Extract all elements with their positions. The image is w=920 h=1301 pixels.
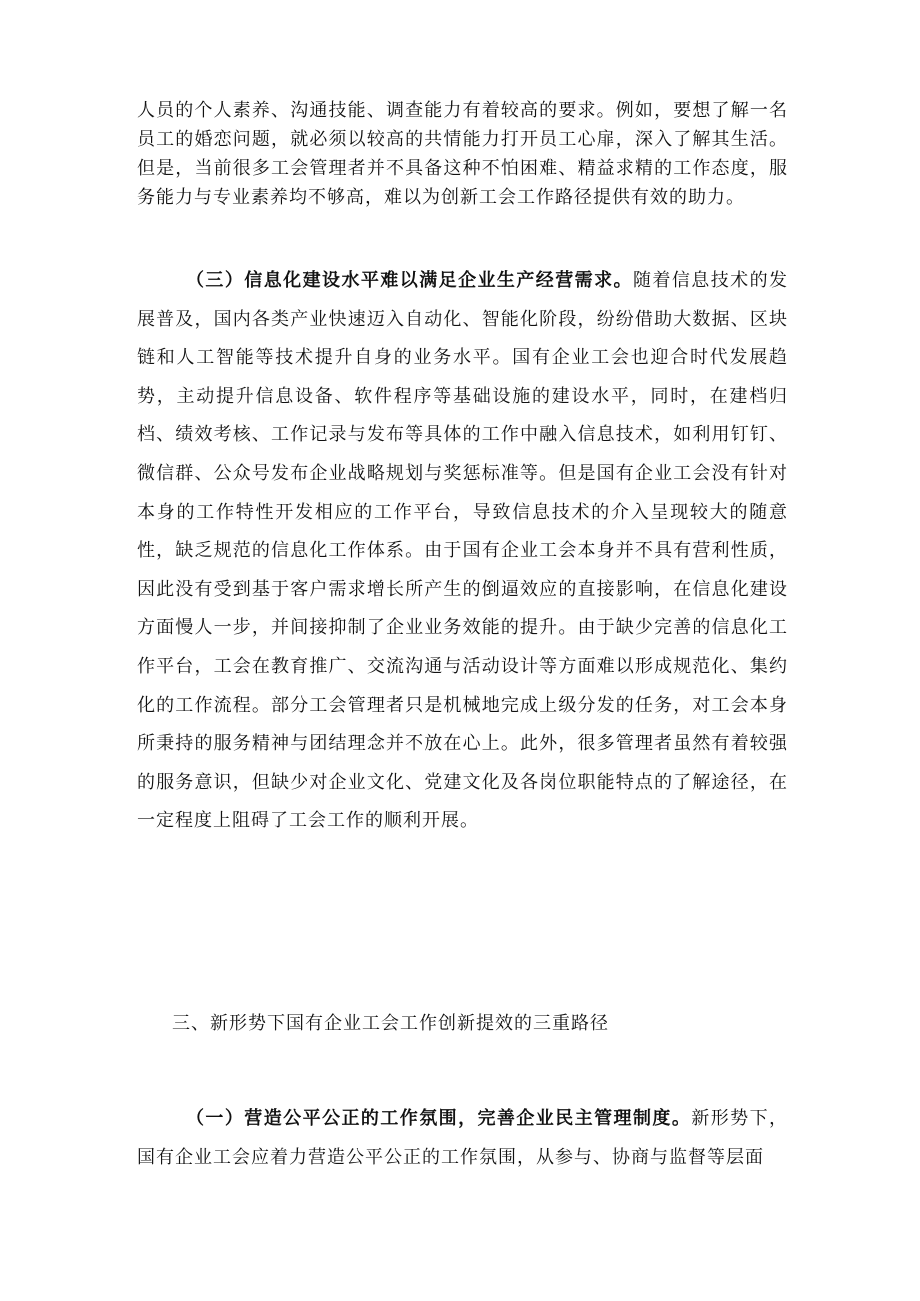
section-3-heading: 三、新形势下国有企业工会工作创新提效的三重路径 <box>172 1013 609 1034</box>
sub1-paragraph-lead: （一）营造公平公正的工作氛围，完善企业民主管理制度。 <box>186 1108 692 1129</box>
sub1-paragraph <box>137 1100 788 1177</box>
info-paragraph-body: 随着信息技术的发展普及，国内各类产业快速迈入自动化、智能化阶段，纷纷借助大数据、区块链和人工智能等技术提升自身的业务水平。国有企业工会也迎合时代发展趋势，主动提升信息设备、软件程序等基础设施的建设水平，同时，在建档归档、绩效考核、工作记录与发布等具体的工作中融入信息技术，如利用钉钉、微信群、公众号发布企业战略规划与奖惩标准等。但是国有企业工会没有针对本身的工作特性开发相应的工作平台，导致信息技术的介入呈现较大的随意性，缺乏规范的信息化工作体系。由于国有企业工会本身并不具有营利性质，因此没有受到基于客户需求增长所产生的倒逼效应的直接影响，在信息化建设方面慢人一步，并间接抑制了企业业务效能的提升。由于缺少完善的信息化工作平台，工会在教育推广、交流沟通与活动设计等方面难以形成规范化、集约化的工作流程。部分工会管理者只是机械地完成上级分发的任务，对工会本身所秉持的服务精神与团结理念并不放在心上。此外，很多管理者虽然有着较强的服务意识，但缺少对企业文化、党建文化及各岗位职能特点的了解途径，在一定程度上阻碍了工会工作的顺利开展。 <box>137 270 789 832</box>
sub1-paragraph-body: 新形势下，国有企业工会应着力营造公平公正的工作氛围，从参与、协商与监督等层面 <box>137 1108 788 1168</box>
info-paragraph-lead: （三）信息化建设水平难以满足企业生产经营需求。 <box>186 270 633 291</box>
intro-paragraph: 人员的个人素养、沟通技能、调查能力有着较高的要求。例如，要想了解一名员工的婚恋问题，就必须以较高的共情能力打开员工心扉，深入了解其生活。但是，当前很多工会管理者并不具备这种不怕困难、精益求精的工作态度，服务能力与专业素养均不够高，难以为创新工会工作路径提供有效的助力。 <box>137 100 788 208</box>
info-paragraph <box>137 262 788 841</box>
